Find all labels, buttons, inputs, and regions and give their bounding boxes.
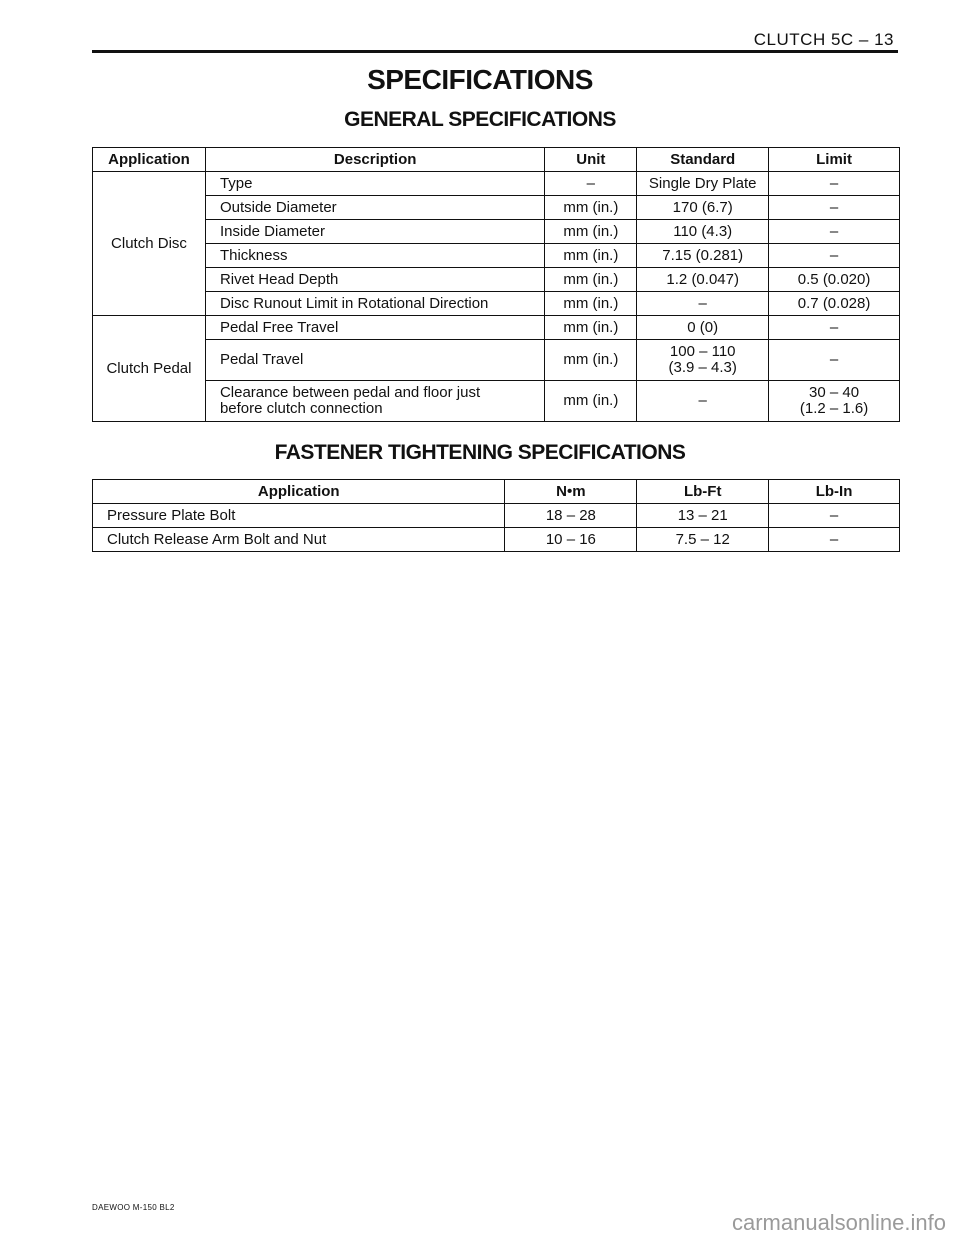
table-header-row — [93, 148, 900, 172]
table-row — [93, 504, 900, 528]
standard-line: (3.9 – 4.3) — [668, 359, 737, 376]
table-row — [93, 196, 900, 220]
table-header-row — [93, 480, 900, 504]
table-row — [93, 316, 900, 340]
general-specifications-table — [92, 147, 900, 422]
limit-line: 30 – 40 — [809, 384, 860, 401]
description-cell: Outside Diameter — [205, 196, 544, 220]
description-cell: Pedal Free Travel — [205, 316, 544, 340]
standard-line: 100 – 110 — [669, 343, 736, 360]
standard-cell: – — [637, 381, 769, 422]
fastener-specifications-heading: FASTENER TIGHTENING SPECIFICATIONS — [274, 441, 686, 464]
application-cell: Clutch Release Arm Bolt and Nut — [93, 528, 505, 552]
fastener-specifications-table — [92, 479, 900, 552]
column-header: Description — [205, 148, 544, 172]
standard-cell: 110 (4.3) — [637, 220, 769, 244]
nm-cell: 10 – 16 — [505, 528, 637, 552]
lbin-cell: – — [769, 504, 900, 528]
table-row — [93, 268, 900, 292]
description-line: before clutch connection — [219, 400, 383, 417]
limit-cell: – — [769, 340, 900, 381]
limit-cell: – — [769, 220, 900, 244]
limit-cell: 0.7 (0.028) — [769, 292, 900, 316]
description-cell: Rivet Head Depth — [205, 268, 544, 292]
unit-cell: mm (in.) — [545, 244, 637, 268]
running-head: CLUTCH 5C – 13 — [753, 30, 894, 49]
application-cell: Clutch Pedal — [93, 316, 206, 422]
standard-cell: 1.2 (0.047) — [637, 268, 769, 292]
limit-cell: 0.5 (0.020) — [769, 268, 900, 292]
standard-cell: 170 (6.7) — [637, 196, 769, 220]
column-header: Limit — [769, 148, 900, 172]
description-cell: Type — [205, 172, 544, 196]
description-cell: Inside Diameter — [205, 220, 544, 244]
column-header: Lb-Ft — [637, 480, 769, 504]
column-header: Unit — [545, 148, 637, 172]
unit-cell: mm (in.) — [545, 268, 637, 292]
page-title: SPECIFICATIONS — [367, 64, 593, 95]
table-row — [93, 292, 900, 316]
column-header: N•m — [505, 480, 637, 504]
column-header: Application — [93, 148, 206, 172]
standard-cell: – — [637, 292, 769, 316]
unit-cell: mm (in.) — [545, 316, 637, 340]
lbft-cell: 7.5 – 12 — [637, 528, 769, 552]
limit-cell: – — [769, 196, 900, 220]
unit-cell: mm (in.) — [545, 220, 637, 244]
general-specifications-heading: GENERAL SPECIFICATIONS — [344, 108, 616, 131]
limit-cell: – — [769, 244, 900, 268]
table-row — [93, 244, 900, 268]
description-cell — [205, 381, 544, 422]
standard-cell: 0 (0) — [637, 316, 769, 340]
application-cell: Pressure Plate Bolt — [93, 504, 505, 528]
limit-cell: – — [769, 172, 900, 196]
limit-line: (1.2 – 1.6) — [799, 400, 869, 417]
nm-cell: 18 – 28 — [505, 504, 637, 528]
header-rule — [92, 50, 898, 53]
standard-cell — [637, 340, 769, 381]
column-header: Application — [93, 480, 505, 504]
unit-cell: – — [545, 172, 637, 196]
table-row — [93, 220, 900, 244]
limit-cell — [769, 381, 900, 422]
watermark: carmanualsonline.info — [731, 1210, 946, 1235]
table-row — [93, 528, 900, 552]
column-header: Standard — [637, 148, 769, 172]
description-cell: Pedal Travel — [205, 340, 544, 381]
description-cell: Thickness — [205, 244, 544, 268]
lbin-cell: – — [769, 528, 900, 552]
lbft-cell: 13 – 21 — [637, 504, 769, 528]
table-row — [93, 381, 900, 422]
unit-cell: mm (in.) — [545, 381, 637, 422]
standard-cell: 7.15 (0.281) — [637, 244, 769, 268]
description-line: Clearance between pedal and floor just — [219, 384, 481, 401]
standard-cell: Single Dry Plate — [637, 172, 769, 196]
table-row — [93, 340, 900, 381]
column-header: Lb-In — [769, 480, 900, 504]
unit-cell: mm (in.) — [545, 340, 637, 381]
footer-code: DAEWOO M-150 BL2 — [92, 1203, 175, 1212]
limit-cell: – — [769, 316, 900, 340]
application-cell: Clutch Disc — [93, 172, 206, 316]
unit-cell: mm (in.) — [545, 292, 637, 316]
table-row — [93, 172, 900, 196]
description-cell: Disc Runout Limit in Rotational Direction — [205, 292, 544, 316]
unit-cell: mm (in.) — [545, 196, 637, 220]
